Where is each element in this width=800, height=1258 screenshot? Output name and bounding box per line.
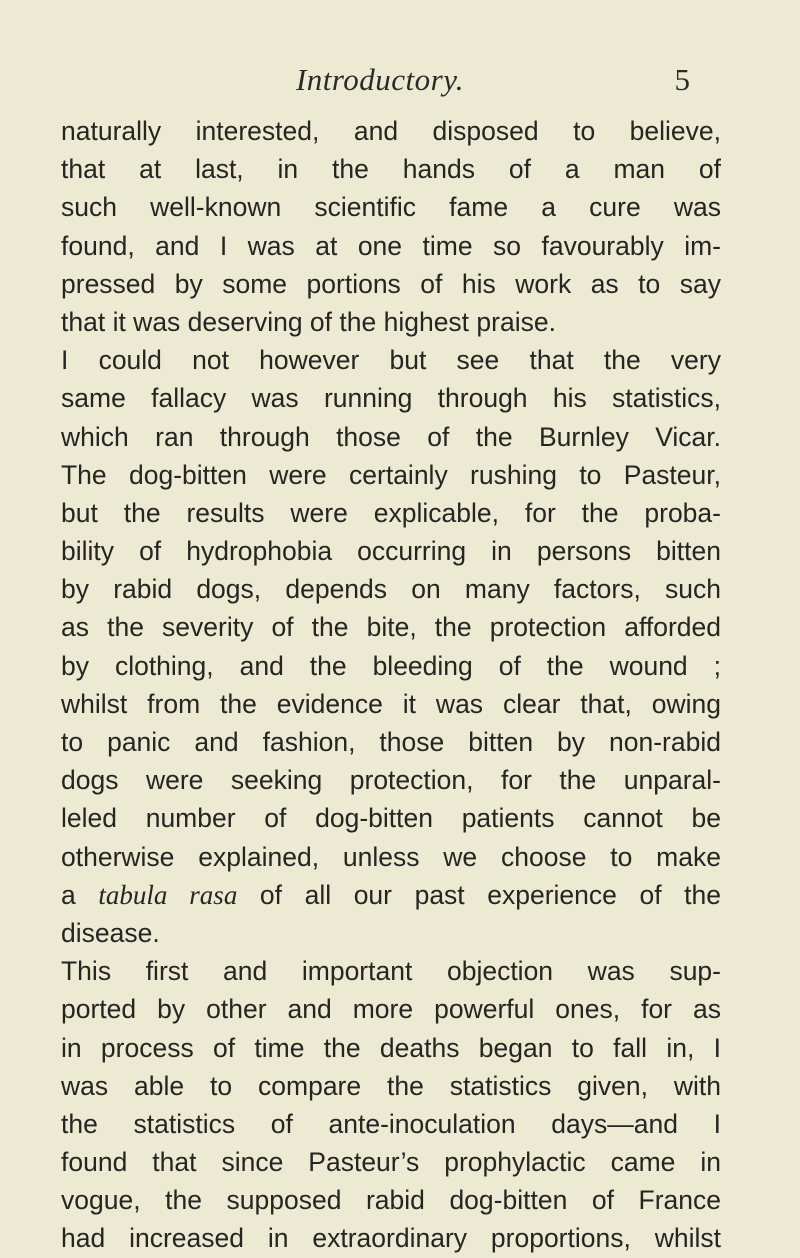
page-number: 5	[674, 62, 690, 97]
italic-phrase: tabula rasa	[98, 879, 238, 910]
text-line: found, and I was at one time so favourably im-	[61, 230, 721, 261]
text-segment: a	[61, 879, 99, 910]
text-line: pressed by some portions of his work as to say	[61, 268, 721, 299]
text-line: was able to compare the statistics given, with	[61, 1070, 721, 1101]
text-line: by clothing, and the bleeding of the wound ;	[61, 650, 721, 681]
text-line: as the severity of the bite, the protection afforded	[61, 612, 721, 643]
text-line: otherwise explained, unless we choose to make	[61, 841, 721, 872]
text-line: The dog-bitten were certainly rushing to Pasteur,	[61, 459, 721, 490]
text-line: dogs were seeking protection, for the unparal-	[61, 765, 721, 796]
text-line: This first and important objection was sup-	[61, 956, 721, 987]
running-head	[60, 62, 700, 106]
text-line: but the results were explicable, for the proba-	[61, 497, 721, 528]
text-line: such well-known scientific fame a cure was	[61, 192, 721, 223]
text-line: vogue, the supposed rabid dog-bitten of France	[61, 1185, 721, 1216]
text-line: that at last, in the hands of a man of	[61, 154, 721, 185]
text-line: to panic and fashion, those bitten by non-rabid	[61, 727, 721, 757]
text-line: which ran through those of the Burnley Vicar.	[61, 421, 721, 452]
text-line-with-italic	[61, 876, 721, 914]
text-line: that it was deserving of the highest praise.	[61, 306, 556, 337]
text-line: bility of hydrophobia occurring in persons bitten	[61, 536, 721, 567]
text-segment: of all our past experience of the	[237, 879, 721, 910]
text-line: leled number of dog-bitten patients cannot be	[61, 803, 721, 834]
text-line: had increased in extraordinary proportions, whilst	[61, 1223, 721, 1254]
running-title: Introductory.	[295, 62, 465, 97]
text-line: by rabid dogs, depends on many factors, such	[61, 574, 721, 605]
text-line: in process of time the deaths began to fall in, I	[61, 1032, 721, 1063]
text-line: disease.	[61, 917, 160, 948]
text-line: found that since Pasteur’s prophylactic came in	[61, 1147, 721, 1178]
text-line: I could not however but see that the very	[61, 345, 721, 376]
body-text	[61, 112, 721, 1258]
text-line: ported by other and more powerful ones, for as	[61, 994, 721, 1025]
text-line: naturally interested, and disposed to believe,	[61, 116, 721, 146]
text-line: same fallacy was running through his statistics,	[61, 383, 721, 414]
text-line: whilst from the evidence it was clear that, owing	[61, 688, 721, 719]
text-line: the statistics of ante-inoculation days—and I	[61, 1108, 721, 1139]
